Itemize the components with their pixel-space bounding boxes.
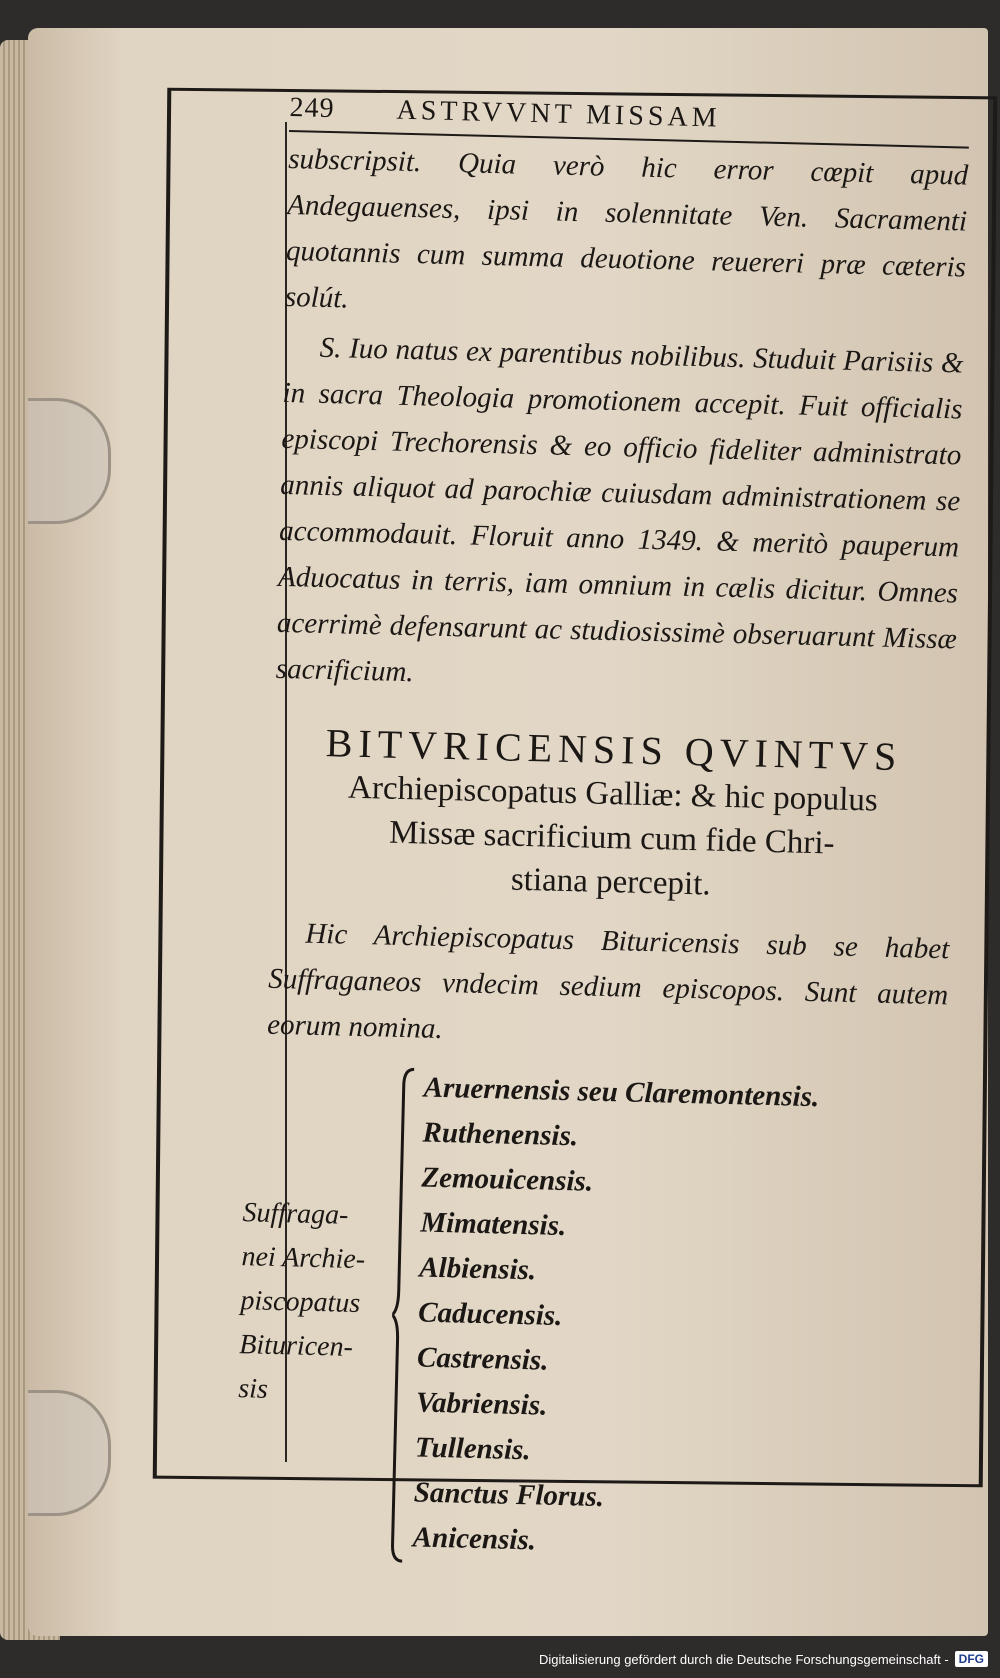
list-item: Tullensis.	[414, 1431, 532, 1467]
heading-line-3: Missæ sacrificium cum fide Chri-	[388, 814, 835, 862]
list-item: Vabriensis.	[415, 1386, 548, 1422]
footer-text: Digitalisierung gefördert durch die Deutsche Forschungsgemeinschaft -	[538, 1651, 949, 1667]
list-item: Aruernensis seu Claremontensis.	[423, 1071, 820, 1114]
list-item: Albiensis.	[418, 1251, 537, 1287]
suffragan-label-line: sis	[237, 1373, 269, 1405]
page-text-block	[237, 92, 970, 1598]
list-item: Ruthenensis.	[422, 1116, 579, 1153]
page-clip-lower	[28, 1390, 111, 1516]
paragraph-3: Hic Archiepiscopatus Bituricensis sub se habet Suffraganeos vndecim sedium episcopos. Sunt autem eorum nomina.	[266, 917, 950, 1046]
paragraph-1: subscripsit. Quia verò hic error cœpit apud Andegauenses, ipsi in solennitate Ven. Sacramenti quotannis cum summa deuotione reuereri præ cæteris solút.	[284, 142, 969, 315]
suffragan-list-area	[237, 1062, 947, 1598]
page-number: 249	[289, 92, 335, 125]
suffragan-label-line: piscopatus	[240, 1285, 361, 1320]
suffragan-label	[238, 1191, 393, 1415]
suffragan-label-line: Bituricen-	[239, 1329, 354, 1363]
suffragan-label-line: nei Archie-	[241, 1241, 366, 1276]
list-item: Anicensis.	[412, 1521, 537, 1557]
list-item: Zemouicensis.	[421, 1161, 594, 1198]
section-heading	[270, 720, 954, 913]
suffragan-label-line: Suffraga-	[242, 1197, 349, 1231]
page-clip-upper	[28, 398, 111, 524]
list-item: Caducensis.	[417, 1296, 563, 1333]
digitization-footer	[539, 1648, 988, 1670]
suffragan-sees-list	[412, 1066, 820, 1571]
paragraph-2: S. Iuo natus ex parentibus nobilibus. Studuit Parisiis & in sacra Theologia promotionem accepit. Fuit officialis episcopi Trechorensis & eo officio fideliter administrato annis aliquot ad parochiæ cuiusdam administrationem se accommodauit. Floruit anno 1349. & meritò pauperum Aduocatus in terris, iam omnium in cælis dicitur. Omnes acerrimè defensarunt ac studiosissimè obseruarunt Missæ sacrificium.	[275, 331, 964, 689]
heading-caps: BITVRICENSIS QVINTVS	[325, 720, 903, 780]
list-item: Sanctus Florus.	[413, 1476, 605, 1514]
heading-line-2: Archiepiscopatus Galliæ: & hic populus	[347, 769, 879, 819]
dfg-logo: DFG	[955, 1651, 988, 1667]
list-item: Mimatensis.	[420, 1206, 567, 1243]
running-title: ASTRVVNT MISSAM	[396, 94, 721, 134]
heading-line-4: stiana percepit.	[510, 861, 712, 903]
list-item: Castrensis.	[416, 1341, 549, 1377]
